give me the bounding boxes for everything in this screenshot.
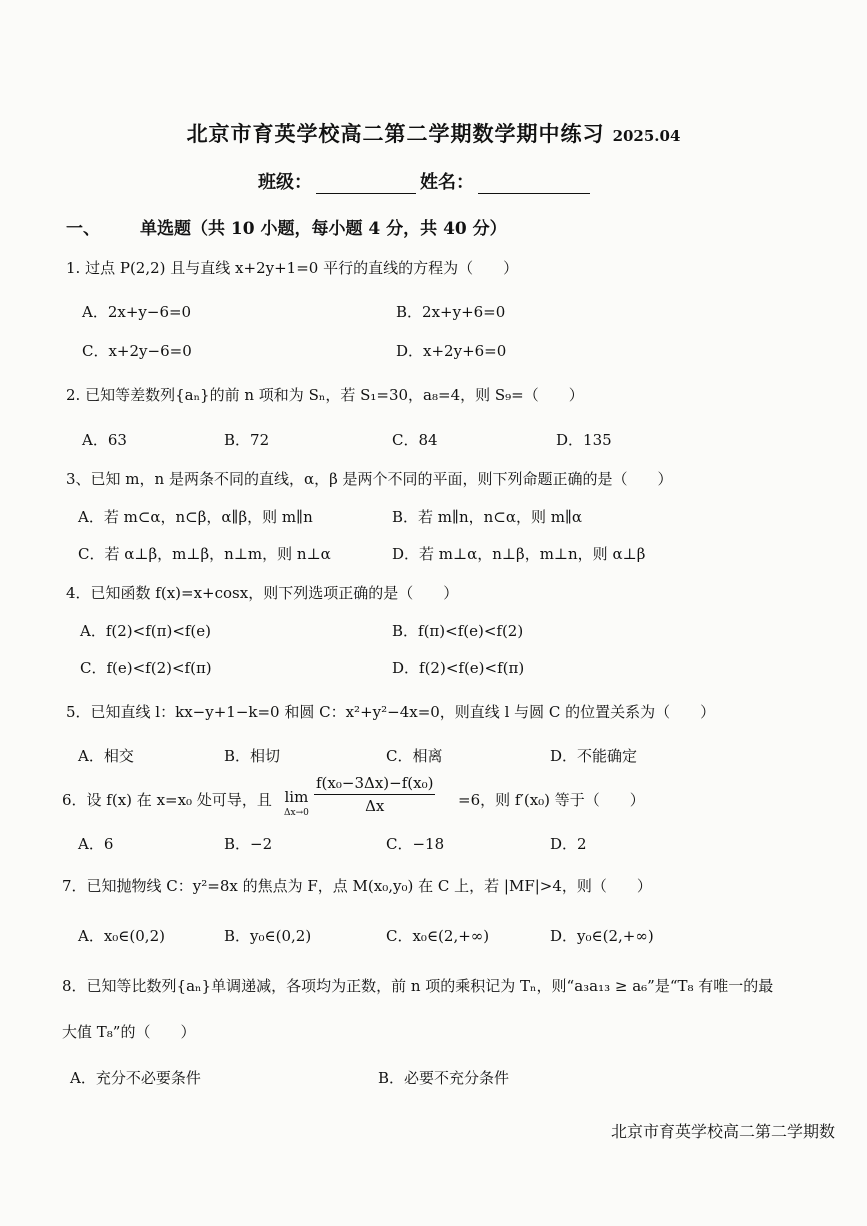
fraction-numerator: f(x₀−3Δx)−f(x₀) xyxy=(314,772,435,795)
lim-text: lim xyxy=(284,788,309,806)
class-blank[interactable] xyxy=(316,173,416,194)
question-1-option-c: C．x+2y−6=0 xyxy=(82,342,192,360)
question-7-option-b: B．y₀∈(0,2) xyxy=(224,927,312,945)
question-3-stem: 3、已知 m，n 是两条不同的直线，α，β 是两个不同的平面，则下列命题正确的是（ ） xyxy=(66,470,673,488)
question-4-stem: 4．已知函数 f(x)=x+cosx，则下列选项正确的是（ ） xyxy=(66,584,459,602)
question-2-option-b: B．72 xyxy=(224,431,270,449)
question-5-option-d: D．不能确定 xyxy=(550,747,638,765)
question-2-option-d: D．135 xyxy=(556,431,612,449)
question-3-option-c: C．若 α⊥β，m⊥β，n⊥m，则 n⊥α xyxy=(78,545,331,563)
section-heading xyxy=(66,214,507,239)
name-label: 姓名： xyxy=(420,172,474,193)
question-3-option-d: D．若 m⊥α，n⊥β，m⊥n，则 α⊥β xyxy=(392,545,646,563)
question-2-option-c: C．84 xyxy=(392,431,438,449)
question-4-option-d: D．f(2)<f(e)<f(π) xyxy=(392,659,525,677)
question-6-stem-prefix: 6．设 f(x) 在 x=x₀ 处可导，且 xyxy=(62,791,272,809)
exam-title-text: 北京市育英学校高二第二学期数学期中练习 xyxy=(186,121,605,146)
question-4-option-b: B．f(π)<f(e)<f(2) xyxy=(392,622,524,640)
question-8-stem-continued: 大值 T₈”的（ ） xyxy=(62,1023,196,1041)
question-7-option-d: D．y₀∈(2,+∞) xyxy=(550,927,654,945)
question-2-stem: 2. 已知等差数列{aₙ}的前 n 项和为 Sₙ，若 S₁=30，a₈=4，则 S₉=（ ） xyxy=(66,386,584,404)
question-5-option-a: A．相交 xyxy=(78,747,134,765)
exam-date: 2025.04 xyxy=(612,127,681,145)
question-8-stem: 8．已知等比数列{aₙ}单调递减，各项均为正数，前 n 项的乘积记为 Tₙ，则“a₃a₁₃ ≥ a₆”是“T₈ 有唯一的最 xyxy=(62,977,774,995)
class-label: 班级： xyxy=(258,172,312,193)
question-3-option-b: B．若 m∥n，n⊂α，则 m∥α xyxy=(392,508,583,526)
question-1-option-b: B．2x+y+6=0 xyxy=(396,303,506,321)
question-8-option-b: B．必要不充分条件 xyxy=(378,1069,510,1087)
question-5-option-b: B．相切 xyxy=(224,747,281,765)
question-1-option-a: A．2x+y−6=0 xyxy=(82,303,192,321)
limit-fraction xyxy=(314,772,435,817)
question-1-stem: 1. 过点 P(2,2) 且与直线 x+2y+1=0 平行的直线的方程为（ ） xyxy=(66,259,519,277)
lim-subscript: Δx→0 xyxy=(284,808,309,818)
question-6-option-a: A．6 xyxy=(78,835,114,853)
section-number: 一、 xyxy=(66,219,100,239)
question-7-stem: 7．已知抛物线 C：y²=8x 的焦点为 F，点 M(x₀,y₀) 在 C 上，若 |MF|>4，则（ ） xyxy=(62,877,652,895)
name-blank[interactable] xyxy=(478,173,590,194)
question-6-option-c: C．−18 xyxy=(386,835,445,853)
exam-title xyxy=(0,118,867,148)
question-7-option-c: C．x₀∈(2,+∞) xyxy=(386,927,490,945)
question-4-option-c: C．f(e)<f(2)<f(π) xyxy=(80,659,212,677)
question-8-option-a: A．充分不必要条件 xyxy=(70,1069,201,1087)
question-2-option-a: A．63 xyxy=(82,431,127,449)
section-title: 单选题（共 10 小题，每小题 4 分，共 40 分） xyxy=(140,219,507,239)
question-7-option-a: A．x₀∈(0,2) xyxy=(78,927,165,945)
question-1-option-d: D．x+2y+6=0 xyxy=(396,342,507,360)
question-5-option-c: C．相离 xyxy=(386,747,443,765)
question-3-option-a: A．若 m⊂α，n⊂β，α∥β，则 m∥n xyxy=(78,508,313,526)
student-info-row xyxy=(258,168,594,194)
limit-operator xyxy=(284,781,309,818)
question-5-stem: 5．已知直线 l：kx−y+1−k=0 和圆 C：x²+y²−4x=0，则直线 l 与圆 C 的位置关系为（ ） xyxy=(66,703,716,721)
page-footer: 北京市育英学校高二第二学期数 xyxy=(610,1122,835,1141)
question-6-stem-suffix: =6，则 f′(x₀) 等于（ ） xyxy=(458,791,645,809)
fraction-denominator: Δx xyxy=(365,797,385,815)
question-6-option-d: D．2 xyxy=(550,835,587,853)
question-4-option-a: A．f(2)<f(π)<f(e) xyxy=(80,622,212,640)
question-6-option-b: B．−2 xyxy=(224,835,273,853)
